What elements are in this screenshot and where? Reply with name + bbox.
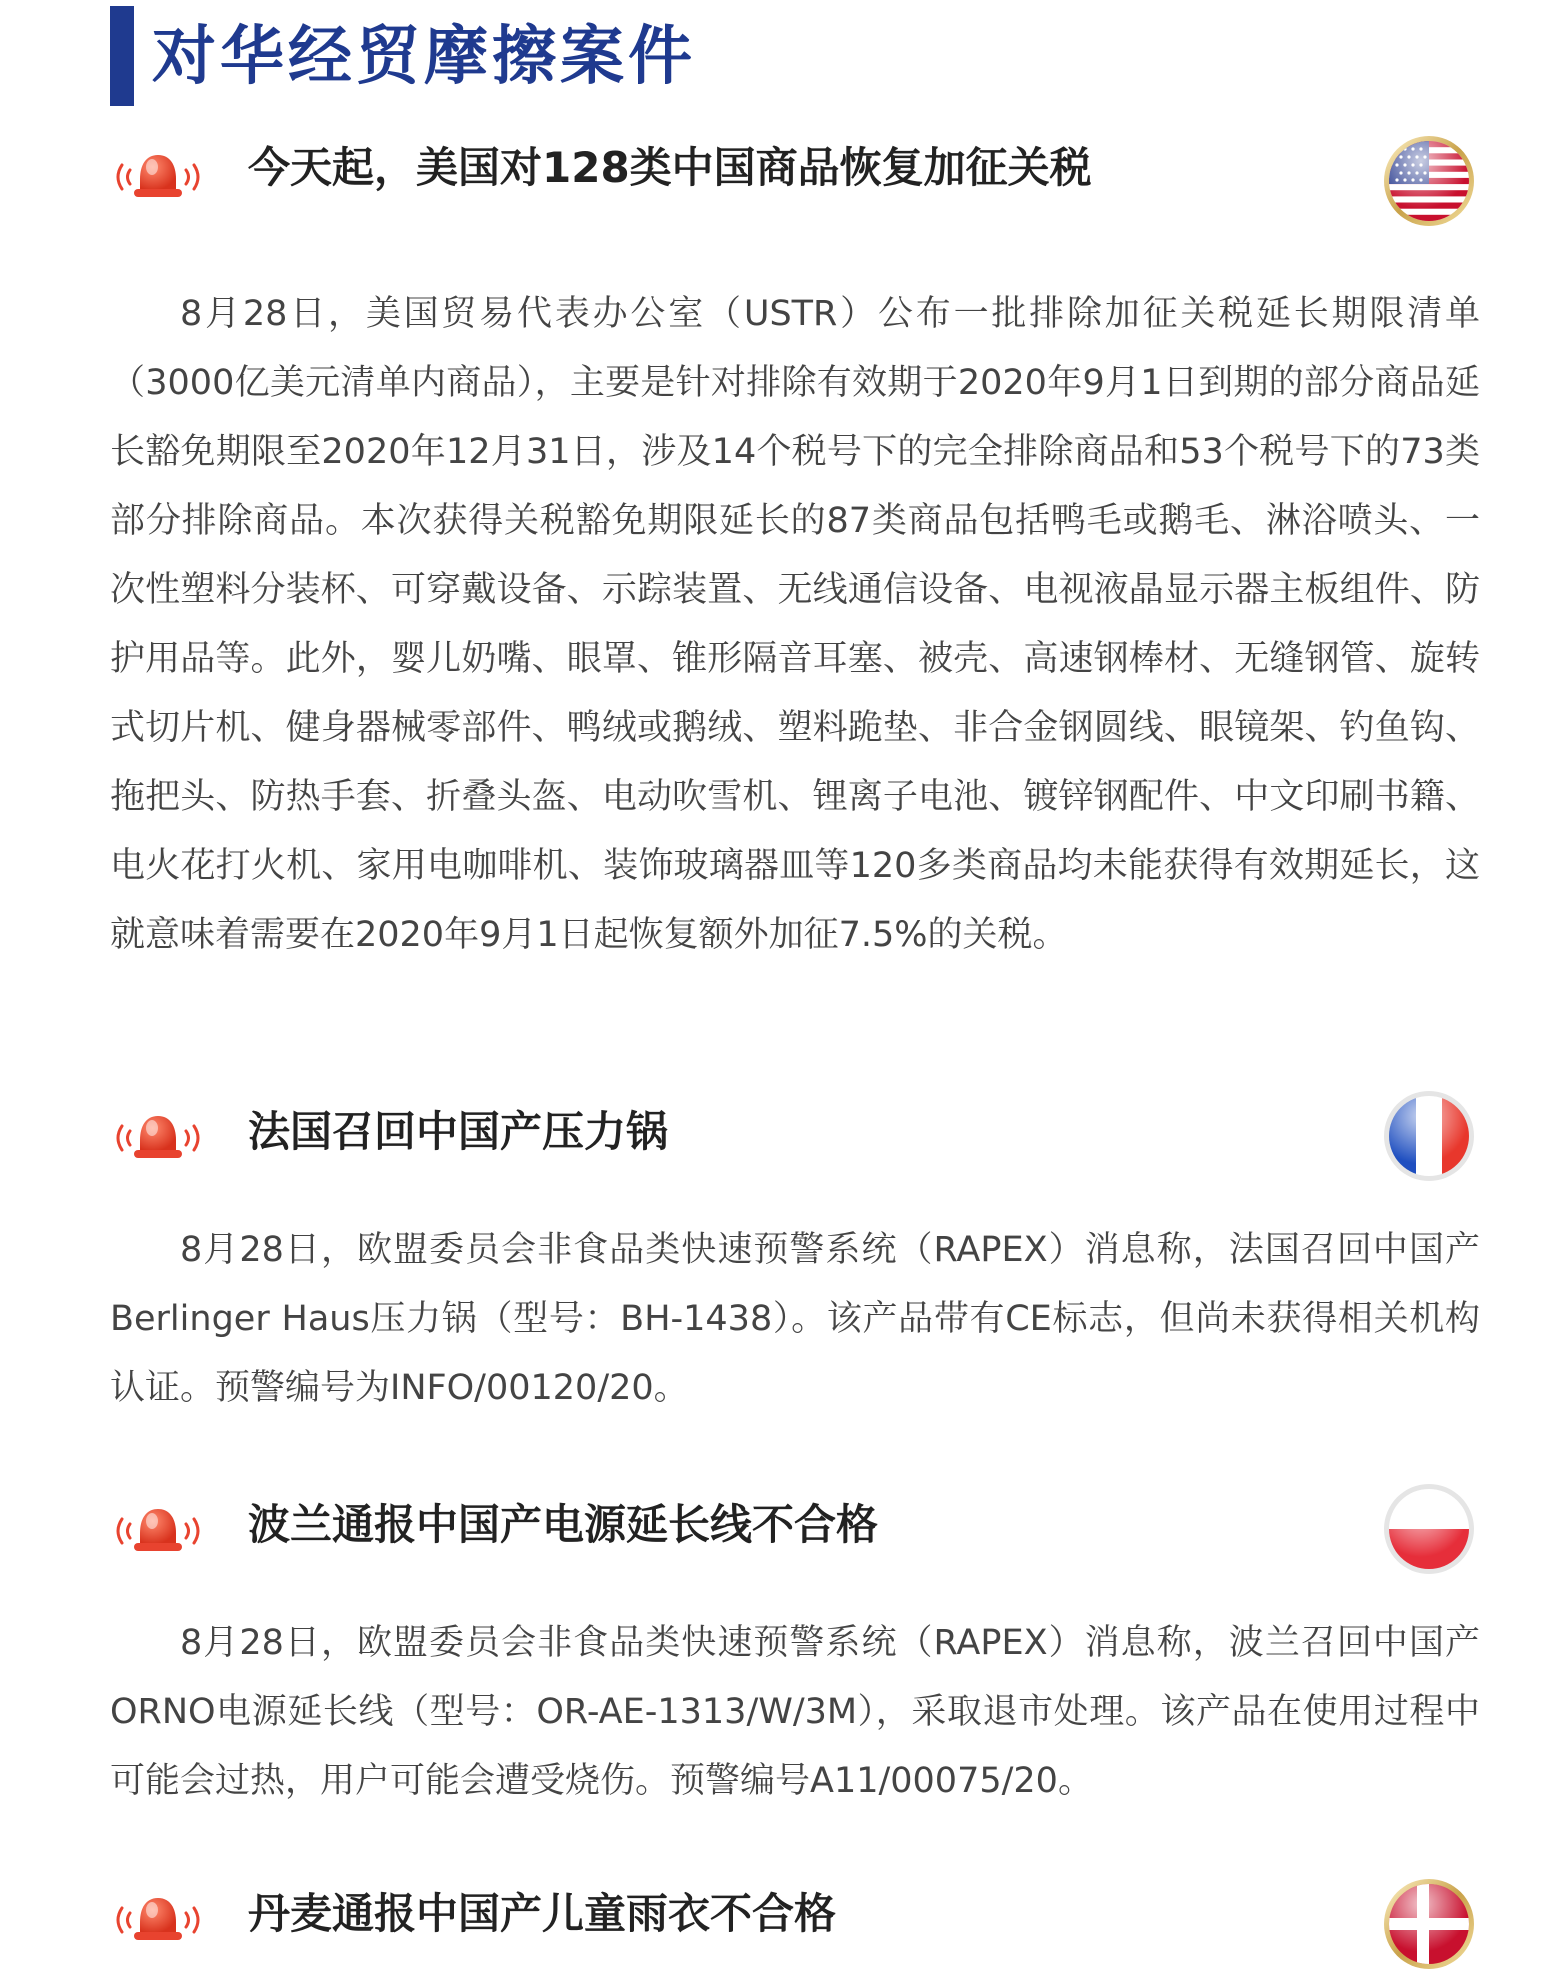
alarm-bell-icon (108, 1499, 208, 1563)
alarm-bell-icon (108, 1888, 208, 1952)
alarm-bell-icon (108, 1106, 208, 1170)
case-header (0, 1090, 1543, 1190)
case-title: 波兰通报中国产电源延长线不合格 (248, 1500, 879, 1549)
case-header (0, 1483, 1543, 1583)
case-body: 8月28日，欧盟委员会非食品类快速预警系统（RAPEX）消息称，波兰召回中国产ORNO电源延长线（型号：OR-AE-1313/W/3M），采取退市处理。该产品在使用过程中可能会过热，用户可能会遭受烧伤。预警编号A11/00075/20。 (110, 1623, 1480, 1801)
case-header (0, 1880, 1543, 1980)
france-flag-icon (1383, 1090, 1475, 1182)
case-body: 8月28日，美国贸易代表办公室（USTR）公布一批排除加征关税延长期限清单（3000亿美元清单内商品），主要是针对排除有效期于2020年9月1日到期的部分商品延长豁免期限至2020年12月31日，涉及14个税号下的完全排除商品和53个税号下的73类部分排除商品。本次获得关税豁免期限延长的87类商品包括鸭毛或鹅毛、淋浴喷头、一次性塑料分装杯、可穿戴设备、示踪装置、无线通信设备、电视液晶显示器主板组件、防护用品等。此外，婴儿奶嘴、眼罩、锥形隔音耳塞、被壳、高速钢棒材、无缝钢管、旋转式切片机、健身器械零部件、鸭绒或鹅绒、塑料跪垫、非合金钢圆线、眼镜架、钓鱼钩、拖把头、防热手套、折叠头盔、电动吹雪机、锂离子电池、镀锌钢配件、中文印刷书籍、电火花打火机、家用电咖啡机、装饰玻璃器皿等120多类商品均未能获得有效期延长，这就意味着需要在2020年9月1日起恢复额外加征7.5%的关税。 (110, 294, 1480, 955)
poland-flag-icon (1383, 1483, 1475, 1575)
case-title: 丹麦通报中国产儿童雨衣不合格 (248, 1889, 837, 1938)
page-title: 对华经贸摩擦案件 (152, 20, 696, 94)
case-title: 今天起，美国对128类中国商品恢复加征关税 (248, 143, 1092, 192)
denmark-flag-icon (1383, 1878, 1475, 1970)
header-accent-bar (110, 6, 134, 106)
case-body: 8月28日，欧盟委员会非食品类快速预警系统（RAPEX）消息称，法国召回中国产Berlinger Haus压力锅（型号：BH-1438）。该产品带有CE标志，但尚未获得相关机构认证。预警编号为INFO/00120/20。 (110, 1230, 1480, 1408)
alarm-bell-icon (108, 145, 208, 209)
case-header (0, 135, 1543, 235)
section-header (0, 0, 1543, 120)
case-title: 法国召回中国产压力锅 (248, 1107, 669, 1156)
us-flag-icon (1383, 135, 1475, 227)
